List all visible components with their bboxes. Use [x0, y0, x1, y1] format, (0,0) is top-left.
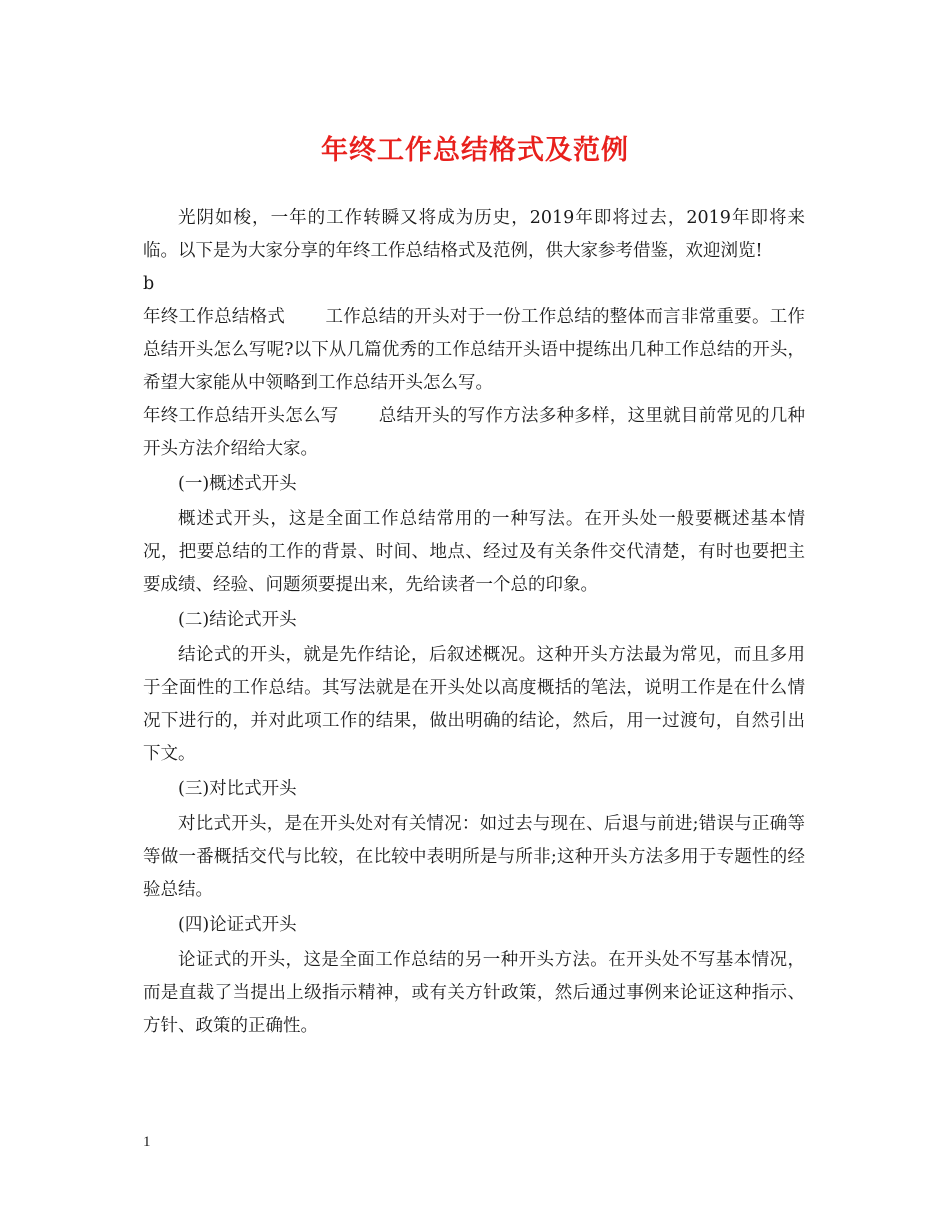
page-number: 1 — [143, 1134, 151, 1150]
document-title: 年终工作总结格式及范例 — [321, 135, 629, 166]
section-opening-paragraph — [143, 400, 805, 466]
section-format-heading: 年终工作总结格式 — [143, 307, 286, 327]
item-label: (二)结论式开头 — [178, 610, 297, 630]
section-format-text: 工作总结的开头对于一份工作总结的整体而言非常重要。工作总结开头怎么写呢?以下从几篇优秀的工作总结开头语中提练出几种工作总结的开头，希望大家能从中领略到工作总结开头怎么写。 — [143, 307, 805, 393]
item-label: (三)对比式开头 — [178, 779, 297, 799]
stray-character: b — [143, 274, 155, 294]
item-text: 概述式开头，这是全面工作总结常用的一种写法。在开头处一般要概述基本情况，把要总结的工作的背景、时间、地点、经过及有关条件交代清楚，有时也要把主要成绩、经验、问题须要提出来，先给读者一个总的印象。 — [143, 509, 805, 595]
item-text: 结论式的开头，就是先作结论，后叙述概况。这种开头方法最为常见，而且多用于全面性的工作总结。其写法就是在开头处以高度概括的笔法，说明工作是在什么情况下进行的，并对此项工作的结果，做出明确的结论，然后，用一过渡句，自然引出下文。 — [143, 645, 805, 764]
section-format-paragraph — [143, 301, 805, 400]
item-text: 对比式开头，是在开头处对有关情况：如过去与现在、后退与前进;错误与正确等等做一番概括交代与比较，在比较中表明所是与所非;这种开头方法多用于专题性的经验总结。 — [143, 814, 805, 900]
item-text: 论证式的开头，这是全面工作总结的另一种开头方法。在开头处不写基本情况，而是直裁了当提出上级指示精神，或有关方针政策，然后通过事例来论证这种指示、方针、政策的正确性。 — [143, 950, 805, 1036]
section-opening-heading: 年终工作总结开头怎么写 — [143, 406, 339, 426]
section-opening-text: 总结开头的写作方法多种多样，这里就目前常见的几种开头方法介绍给大家。 — [143, 406, 806, 459]
intro-paragraph: 光阴如梭，一年的工作转瞬又将成为历史，2019年即将过去，2019年即将来临。以下是为大家分享的年终工作总结格式及范例，供大家参考借鉴，欢迎浏览! — [143, 208, 805, 261]
item-label: (四)论证式开头 — [178, 915, 297, 935]
item-label: (一)概述式开头 — [178, 474, 297, 494]
document-body — [143, 202, 805, 1043]
